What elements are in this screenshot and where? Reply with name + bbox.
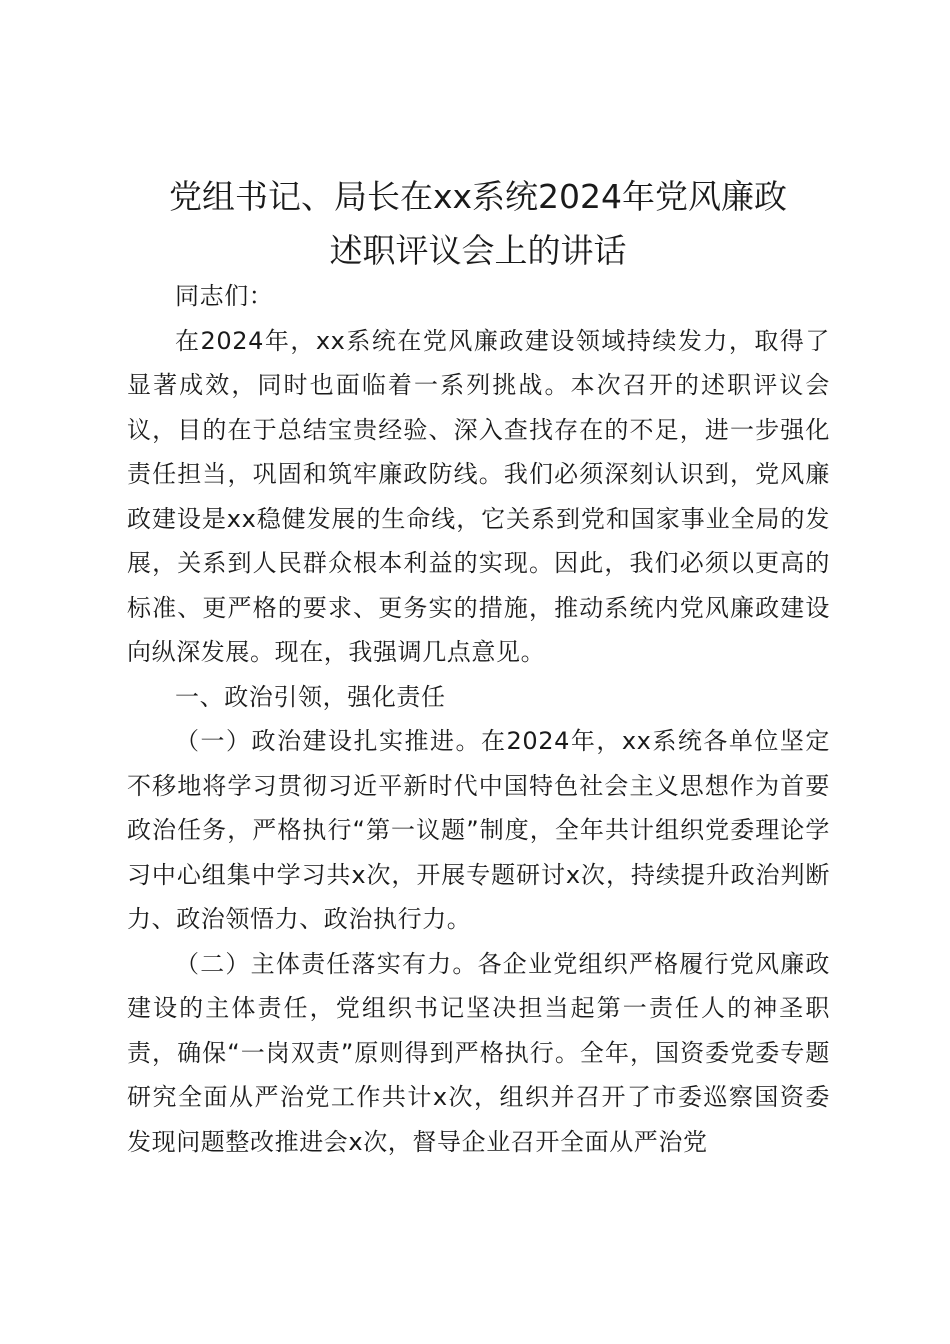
title-line-2: 述职评议会上的讲话 [329, 231, 627, 270]
section-item-2: （二）主体责任落实有力。各企业党组织严格履行党风廉政建设的主体责任，党组织书记坚决担当起第一责任人的神圣职责，确保“一岗双责”原则得到严格执行。全年，国资委党委专题研究全面从严治党工作共计x次，组织并召开了市委巡察国资委发现问题整改推进会x次，督导企业召开全面从严治党 [127, 949, 830, 1156]
title-line-1: 党组书记、局长在xx系统2024年党风廉政 [168, 177, 788, 216]
intro-paragraph: 在2024年，xx系统在党风廉政建设领域持续发力，取得了显著成效，同时也面临着一系列挑战。本次召开的述职评议会议，目的在于总结宝贵经验、深入查找存在的不足，进一步强化责任担当，巩固和筑牢廉政防线。我们必须深刻认识到，党风廉政建设是xx稳健发展的生命线，它关系到党和国家事业全局的发展，关系到人民群众根本利益的实现。因此，我们必须以更高的标准、更严格的要求、更务实的措施，推动系统内党风廉政建设向纵深发展。现在，我强调几点意见。 [127, 326, 830, 666]
document-body [127, 274, 830, 1164]
salutation: 同志们： [175, 282, 274, 310]
section-heading-1: 一、政治引领，强化责任 [175, 682, 446, 711]
section-item-1: （一）政治建设扎实推进。在2024年，xx系统各单位坚定不移地将学习贯彻习近平新时代中国特色社会主义思想作为首要政治任务，严格执行“第一议题”制度，全年共计组织党委理论学习中心组集中学习共x次，开展专题研讨x次，持续提升政治判断力、政治领悟力、政治执行力。 [127, 727, 830, 933]
document-title [120, 170, 836, 278]
